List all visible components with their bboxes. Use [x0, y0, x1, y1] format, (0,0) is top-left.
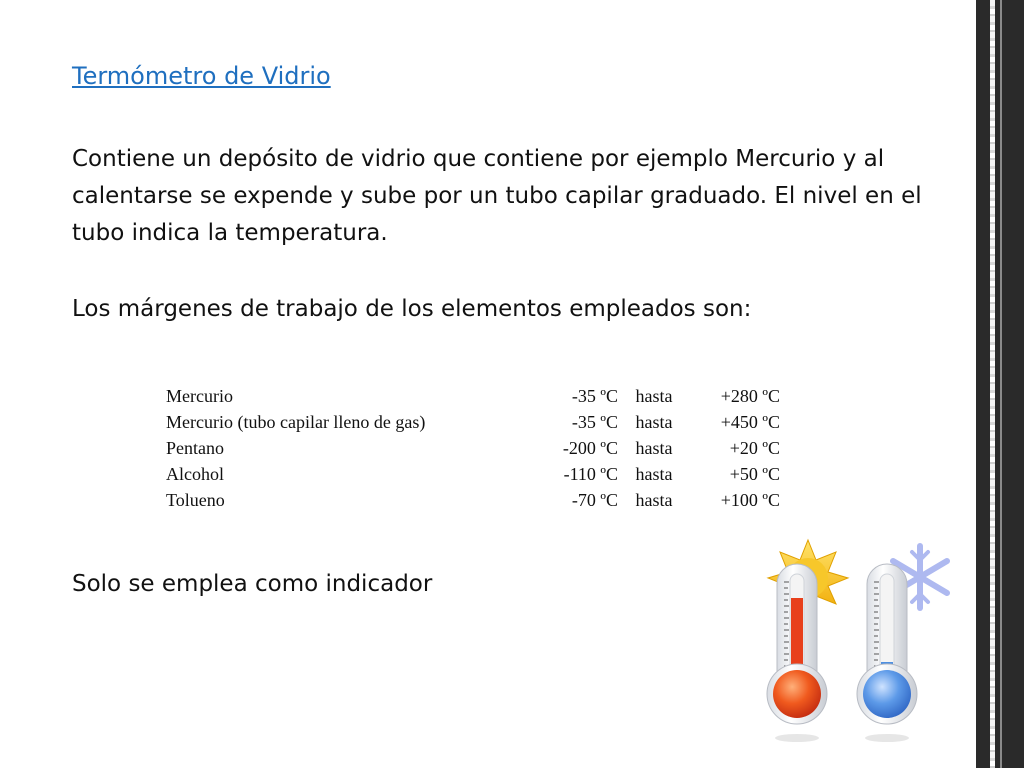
- closing-paragraph: Solo se emplea como indicador: [72, 571, 433, 597]
- intro-paragraph: Los márgenes de trabajo de los elementos empleados son:: [72, 296, 752, 322]
- table-row: [166, 383, 780, 409]
- element-name: Alcohol: [166, 464, 224, 484]
- range-to: +50 ºC: [729, 464, 780, 484]
- range-to: +20 ºC: [729, 438, 780, 458]
- range-separator: hasta: [635, 386, 673, 406]
- decorative-right-border: [976, 0, 1024, 768]
- range-from: -110 ºC: [563, 464, 618, 484]
- element-name: Pentano: [166, 438, 224, 458]
- element-name: Mercurio: [166, 386, 233, 406]
- range-to: +100 ºC: [720, 490, 780, 510]
- working-ranges-table: [166, 383, 780, 513]
- table-row: [166, 409, 780, 435]
- table-row: [166, 435, 780, 461]
- element-name: Mercurio (tubo capilar lleno de gas): [166, 412, 426, 432]
- thermometers-illustration: [760, 538, 960, 748]
- cold-thermometer-icon: [857, 564, 917, 742]
- range-to: +450 ºC: [720, 412, 780, 432]
- range-to: +280 ºC: [720, 386, 780, 406]
- range-from: -35 ºC: [571, 412, 618, 432]
- range-from: -70 ºC: [571, 490, 618, 510]
- range-separator: hasta: [635, 464, 673, 484]
- description-paragraph: Contiene un depósito de vidrio que contiene por ejemplo Mercurio y al calentarse se expende y sube por un tubo capilar graduado. El nivel en el tubo indica la temperatura.: [72, 146, 922, 246]
- table-row: [166, 461, 780, 487]
- border-stripe: [990, 0, 995, 768]
- range-from: -200 ºC: [562, 438, 618, 458]
- range-from: -35 ºC: [571, 386, 618, 406]
- border-stripe: [1000, 0, 1002, 768]
- range-separator: hasta: [635, 438, 673, 458]
- element-name: Tolueno: [166, 490, 225, 510]
- range-separator: hasta: [635, 490, 673, 510]
- table-row: [166, 487, 780, 513]
- range-separator: hasta: [635, 412, 673, 432]
- slide-title[interactable]: Termómetro de Vidrio: [72, 62, 331, 90]
